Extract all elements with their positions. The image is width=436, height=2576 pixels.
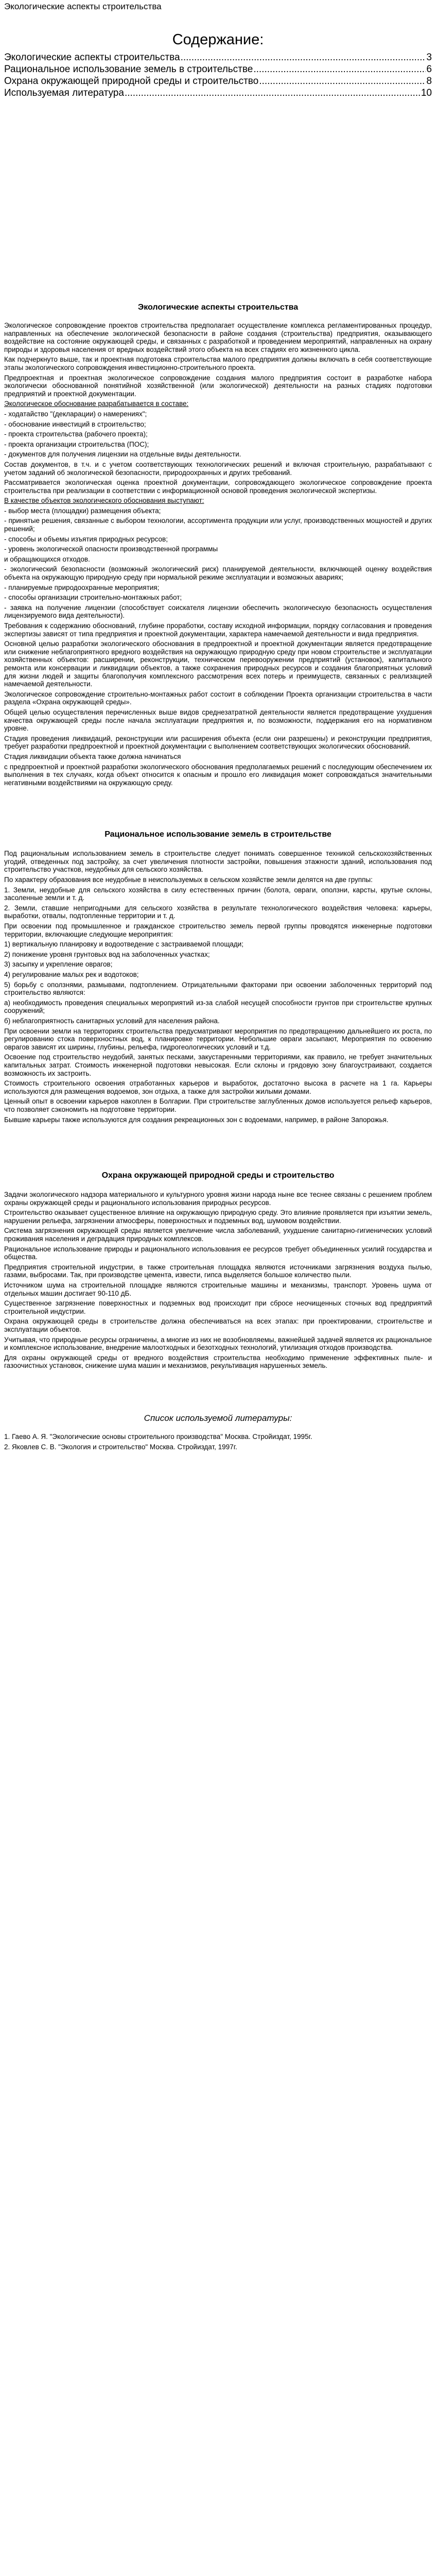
section-heading: Экологические аспекты строительства	[137, 303, 299, 312]
toc-item-page: 10	[421, 88, 432, 98]
paragraph: 5) борьбу с оползнями, размывами, подтоплением. Отрицательными факторами при освоении заболоченных территорий под строительство являются:	[4, 980, 432, 997]
toc-item[interactable]	[4, 52, 432, 63]
paragraph: Задачи экологического надзора материального и культурного уровня жизни народа ныне все теснее связаны с решением проблем охраны окружающей среды и рационального использования природных ресурсов.	[4, 1191, 432, 1207]
paragraph: - ходатайство "(декларации) о намерениях";	[4, 410, 147, 418]
paragraph: - обоснование инвестиций в строительство;	[4, 420, 146, 428]
paragraph: а) необходимость проведения специальных мероприятий из-за слабой несущей способности грунтов при строительстве крупных сооружений;	[4, 998, 432, 1015]
page-title: Экологические аспекты строительства	[4, 2, 162, 11]
section-body	[4, 321, 432, 787]
paragraph: Под рациональным использованием земель в строительстве следует понимать совершенное техникой сельскохозяйственных угодий, отведенных под застройку, за счет увеличения плотности застройки, повышения этажности зданий, использования под строительство участков, неудобных для сельского хозяйства.	[4, 850, 432, 874]
toc-item[interactable]	[4, 87, 432, 99]
toc-item-page: 3	[426, 52, 432, 63]
section-references	[4, 1413, 432, 1451]
paragraph: и обращающихся отходов.	[4, 555, 90, 563]
paragraph: При освоении земли на территориях строительства предусматривают мероприятия по предотвращению дальнейшего их роста, по регулированию стока поверхностных вод, к планировке территории. Небольшие овраги засыпают, Мероприятия по освоению оврагов зависят их ширины, глубины, рельефа, гидрогеологических условий и т.д.	[4, 1027, 432, 1051]
paragraph: Основной целью разработки экологического обоснования в предпроектной и проектной документации является предотвращение или снижение неблагоприятного вредного воздействия на окружающую природную среду при новом строительстве и эксплуатации хозяйственных объектов: расширении, реконструкции, техническом перевооружении предприятий (установок), капитального ремонта или консервации и ликвидации объектов, а также сохранения природных ресурсов и создания благоприятных условий для жизни людей и защиты благополучия комплексного рассмотрения всех потерь и преимуществ, связанных с реализацией намечаемой деятельности.	[4, 640, 432, 688]
toc-item-label: Используемая литература	[4, 88, 124, 98]
paragraph: 1) вертикальную планировку и водоотведение с застраиваемой площади;	[4, 940, 243, 948]
paragraph: Стоимость строительного освоения отработанных карьеров и выработок, достаточно высока в расчете на 1 га. Карьеры используются для размещения водоемов, зон отдыха, а также для застройки жилыми домами.	[4, 1079, 432, 1095]
paragraph: Освоение под строительство неудобий, занятых песками, закустаренными территориями, как правило, не требует значительных капитальных затрат. Стоимость инженерной подготовки невысокая. Если склоны и грядовую зону благоустраивают, создается возможность их застроить.	[4, 1053, 432, 1077]
paragraph: Предпроектная и проектная экологическое сопровождение создания малого предприятия состоит в разработке набора экологически обоснованной понятийной хозяйственной (или экологической) деятельности на разных стадиях подготовки предприятий и проектной документации.	[4, 374, 432, 398]
paragraph: Общей целью осуществления перечисленных выше видов среднезатратной деятельности является предотвращение ухудшения качества окружающей среды после начала эксплуатации предприятия и, по возможности, поддержания его на нормативном уровне.	[4, 708, 432, 733]
section-body	[4, 850, 432, 1124]
paragraph: Как подчеркнуто выше, так и проектная подготовка строительства малого предприятия должны включать в себя соответствующие этапы экологического сопровождения инвестиционно-строительного проекта.	[4, 355, 432, 371]
toc-item-page: 6	[426, 64, 432, 75]
paragraph: Требования к содержанию обоснований, глубине проработки, составу исходной информации, порядку согласования и проведения экспертизы зависят от типа предприятия и проектной документации, характера намечаемой деятельности и вида предприятия.	[4, 622, 432, 638]
section-heading: Охрана окружающей природной среды и строительство	[101, 1171, 335, 1180]
paragraph: Предприятия строительной индустрии, в также строительная площадка являются источниками загрязнения воздуха пылью, газами, выбросами. Так, при производстве цемента, извести, гипса выделяется большое количество пыли.	[4, 1263, 432, 1279]
paragraph: Для охраны окружающей среды от вредного воздействия строительства необходимо применение эффективных пыле- и газоочистных установок, снижение шума машин и механизмов, рекультивация нарушенных земель.	[4, 1353, 432, 1370]
paragraph: - выбор места (площадки) размещения объекта;	[4, 506, 161, 515]
paragraph: - способы организации строительно-монтажных работ;	[4, 594, 182, 602]
paragraph: Бывшие карьеры также используются для создания рекреационных зон с водоемами, например, в районе Запорожья.	[4, 1115, 389, 1124]
section-body	[4, 1191, 432, 1370]
paragraph: - уровень экологической опасности производственной программы	[4, 545, 218, 553]
section-environment-protection	[4, 1171, 432, 1370]
section-heading: Рациональное использование земель в строительстве	[104, 830, 332, 839]
paragraph: Строительство оказывает существенное влияние на окружающую природную среду. Это влияние проявляется при изъятии земель, нарушении рельефа, загрязнении атмосферы, поверхностных и подземных вод, шумовом воздействии.	[4, 1209, 432, 1225]
paragraph: - экологический безопасности (возможный экологический риск) планируемой деятельности, включающей оценку воздействия объекта на окружающую природную среду при нормальной режиме эксплуатации и возможных авариях;	[4, 565, 432, 582]
references-list	[4, 1433, 432, 1451]
toc-item-page: 8	[426, 76, 432, 87]
section-ecological-aspects	[4, 303, 432, 787]
paragraph: 4) регулирование малых рек и водотоков;	[4, 971, 139, 978]
paragraph: - принятые решения, связанные с выбором технологии, ассортимента продукции или услуг, производственных мощностей и других решений;	[4, 517, 432, 533]
paragraph: - способы и объемы изъятия природных ресурсов;	[4, 535, 168, 543]
paragraph: Стадия проведения ликвидаций, реконструкции или расширения объекта (если они разрешены) и реконструкции предприятия, требует разработки предпроектной и проектной документации с выполнением соответствующих экологических обоснований.	[4, 734, 432, 751]
paragraph: - проекта строительства (рабочего проекта);	[4, 430, 148, 438]
paragraph: 1. Земли, неудобные для сельского хозяйства в силу естественных причин (болота, овраги, оползни, карсты, крутые склоны, засоленные земли и т. д.	[4, 886, 432, 902]
paragraph: При освоении под промышленное и гражданское строительство земель первой группы проводятся инженерные подготовки территории, включающие следующие мероприятия:	[4, 922, 432, 938]
toc-dots	[259, 75, 426, 87]
toc-item[interactable]	[4, 63, 432, 75]
paragraph: Существенное загрязнение поверхностных и подземных вод происходит при сбросе неочищенных сточных вод предприятий строительной индустрии.	[4, 1299, 432, 1315]
paragraph: - проекта организации строительства (ПОС);	[4, 440, 149, 448]
toc-item-label: Экологические аспекты строительства	[4, 52, 180, 63]
paragraph: Система загрязнения окружающей среды является увеличение числа заболеваний, ухудшение санитарно-гигиенических условий проживания населения и деградация природных комплексов.	[4, 1227, 432, 1243]
paragraph: Состав документов, в т.ч. и с учетом соответствующих технологических решений и включая строительную, разрабатывают с учетом заданий об экологической безопасности, природоохранных и других требований.	[4, 460, 432, 477]
paragraph: - планируемые природоохранные мероприятия;	[4, 583, 160, 591]
paragraph: Стадия ликвидации объекта также должна начинаться	[4, 752, 181, 760]
paragraph: Рациональное использование природы и рационального использования ее ресурсов требует объединенных усилий государства и общества.	[4, 1245, 432, 1261]
paragraph: Ценный опыт в освоении карьеров накоплен в Болгарии. При строительстве заглубленных домов используется рельеф карьеров, что позволяет сэкономить на подготовке территории.	[4, 1097, 432, 1113]
paragraph: Источником шума на строительной площадке являются строительные машины и механизмы, транспорт. Уровень шума от отдельных машин достигает 90-110 дБ.	[4, 1281, 432, 1297]
paragraph: По характеру образования все неудобные в неиспользуемых в сельском хозяйстве земли делятся на две группы:	[4, 876, 373, 884]
paragraph: Учитывая, что природные ресурсы ограничены, а многие из них не возобновляемы, важнейшей задачей является их рациональное и комплексное использование, внедрение малоотходных и безотходных технологий, утилизация отходов производства.	[4, 1335, 432, 1352]
toc-item-label: Охрана окружающей природной среды и строительство	[4, 76, 259, 87]
paragraph: - документов для получения лицензии на отдельные виды деятельности.	[4, 450, 241, 459]
toc-item-label: Рациональное использование земель в строительстве	[4, 64, 253, 75]
paragraph: - заявка на получение лицензии (способствует соискателя лицензии обеспечить экологическую безопасность осуществления лицензируемого вида деятельности).	[4, 603, 432, 620]
paragraph: 2) понижение уровня грунтовых вод на заболоченных участках;	[4, 950, 210, 958]
toc-dots	[253, 63, 426, 75]
section-land-use	[4, 830, 432, 1124]
paragraph: 3) засыпку и укрепление оврагов;	[4, 960, 113, 969]
toc-dots	[125, 87, 421, 99]
toc-item[interactable]	[4, 75, 432, 87]
paragraph: с предпроектной и проектной разработки экологического обоснования предполагаемых решений с последующим обеспечением их выполнения в тех случаях, когда объект относится к опасным и прошло его ликвидация может сопровождаться значительными негативными воздействиями на окружающую среду.	[4, 762, 432, 787]
paragraph: Рассматривается экологическая оценка проектной документации, сопровождающего экологическое сопровождение проекта строительства при реализации в соответствии с информационной основой проведения экологической экспертизы.	[4, 479, 432, 495]
table-of-contents	[4, 52, 432, 99]
reference-item: 2. Яковлев С. В. "Экология и строительство" Москва. Стройиздат, 1997г.	[4, 1443, 237, 1451]
references-heading: Список используемой литературы:	[144, 1413, 292, 1423]
paragraph: Экологическое обоснование разрабатывается в составе:	[4, 400, 189, 408]
paragraph: Охрана окружающей среды в строительстве должна обеспечиваться на всех этапах: при проектировании, строительстве и эксплуатации объектов.	[4, 1317, 432, 1333]
paragraph: Экологическое сопровождение проектов строительства предполагает осуществление комплекса регламентированных процедур, направленных на обеспечение экологической безопасности в районе создания (строительства) предприятия, оказывающего воздействие на состояние окружающей среды, и связанных с разработкой и проведением мероприятий, направленных на охрану природы и здоровья населения от вредных воздействий этого объекта на всех стадиях его жизненного цикла.	[4, 321, 432, 353]
paragraph: Экологическое сопровождение строительно-монтажных работ состоит в соблюдении Проекта организации строительства в части раздела «Охрана окружающей среды».	[4, 690, 432, 706]
paragraph: б) неблагоприятность санитарных условий для населения района.	[4, 1016, 220, 1025]
paragraph: 2. Земли, ставшие непригодными для сельского хозяйства в результате технологического воздействия человека: карьеры, выработки, отвалы, подтопленные территории и т. д.	[4, 904, 432, 920]
reference-item: 1. Гаево А. Я. "Экологические основы строительного производства" Москва. Стройиздат, 1995г.	[4, 1432, 312, 1440]
toc-heading: Содержание:	[172, 31, 264, 48]
toc-dots	[181, 52, 426, 63]
paragraph: В качестве объектов экологического обоснования выступают:	[4, 497, 204, 505]
